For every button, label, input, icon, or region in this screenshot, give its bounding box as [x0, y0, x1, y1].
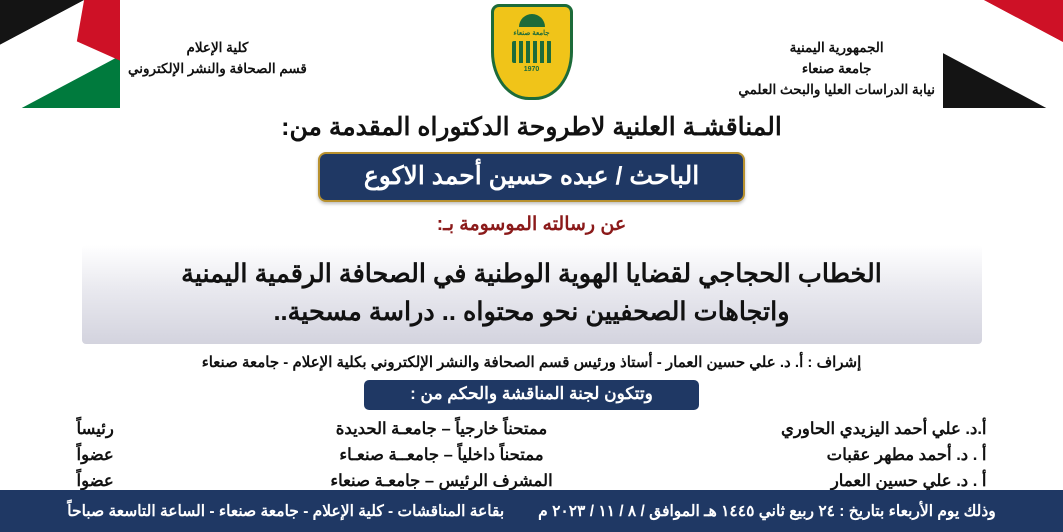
researcher-name-bar: الباحث / عبده حسين أحمد الاكوع — [318, 152, 745, 202]
palestine-flag — [0, 0, 120, 108]
palestine-flag-ribbon — [0, 0, 120, 108]
supervisor-line: إشراف : أ. د. علي حسين العمار - أستاذ ورئيس قسم الصحافة والنشر الإلكتروني بكلية الإعلام - جامعة صنعاء — [201, 353, 862, 371]
committee-row — [67, 416, 997, 442]
shield-icon — [491, 4, 573, 100]
footer-bar — [0, 490, 1063, 532]
committee-heading: وتتكون لجنة المناقشة والحكم من : — [364, 380, 699, 410]
header-university: جامعة صنعاء — [801, 60, 872, 76]
committee-member-role: المشرف الرئيس – جامعـة صنعاء — [330, 471, 553, 490]
footer-place: بقاعة المناقشات - كلية الإعلام - جامعة صنعاء - الساعة التاسعة صباحاً — [67, 502, 505, 520]
yemen-flag — [943, 0, 1063, 108]
committee-member-name: أ.د. علي أحمد اليزيدي الحاوري — [781, 419, 987, 438]
sun-icon — [519, 14, 545, 27]
committee-member-role: ممتحناً خارجياً – جامعـة الحديدة — [335, 419, 548, 438]
header-department: قسم الصحافة والنشر الإلكتروني — [128, 60, 307, 76]
header-deputy: نيابة الدراسات العليا والبحث العلمي — [738, 81, 935, 97]
committee-member-name: أ . د. أحمد مطهر عقبات — [826, 445, 987, 464]
main-content — [0, 110, 1063, 494]
logo-year: 1970 — [523, 66, 540, 73]
university-logo — [490, 4, 574, 100]
header-faculty: كلية الإعلام — [186, 40, 249, 55]
header-left-block — [128, 38, 307, 80]
footer-date: وذلك يوم الأربعاء بتاريخ : ٢٤ ربيع ثاني ١٤٤٥ هـ الموافق / ٨ / ١١ / ٢٠٢٣ م — [538, 502, 996, 520]
committee-member-name: أ . د. علي حسين العمار — [830, 471, 987, 490]
announcement-line: المناقشـة العلنية لاطروحة الدكتوراه المقدمة من: — [281, 113, 782, 141]
thesis-title-box — [82, 245, 982, 344]
committee-member-position: عضواً — [76, 471, 114, 490]
thesis-title-line-2: واتجاهات الصحفيين نحو محتواه .. دراسة مسحية.. — [273, 298, 790, 327]
committee-row — [67, 442, 997, 468]
committee-member-position: رئيساً — [76, 419, 114, 438]
yemen-flag-ribbon — [943, 0, 1063, 108]
thesis-title-line-1: الخطاب الحجاجي لقضايا الهوية الوطنية في الصحافة الرقمية اليمنية — [181, 260, 882, 288]
header-right-block — [738, 38, 935, 101]
thesis-intro-line: عن رسالته الموسومة بـ: — [436, 214, 627, 235]
committee-member-role: ممتحناً داخلياً – جامعــة صنعـاء — [339, 445, 544, 464]
committee-member-position: عضواً — [76, 445, 114, 464]
committee-list — [67, 416, 997, 494]
header-country: الجمهورية اليمنية — [789, 40, 884, 55]
logo-university-name: جامعة صنعاء — [513, 30, 550, 37]
book-icon — [512, 41, 552, 63]
